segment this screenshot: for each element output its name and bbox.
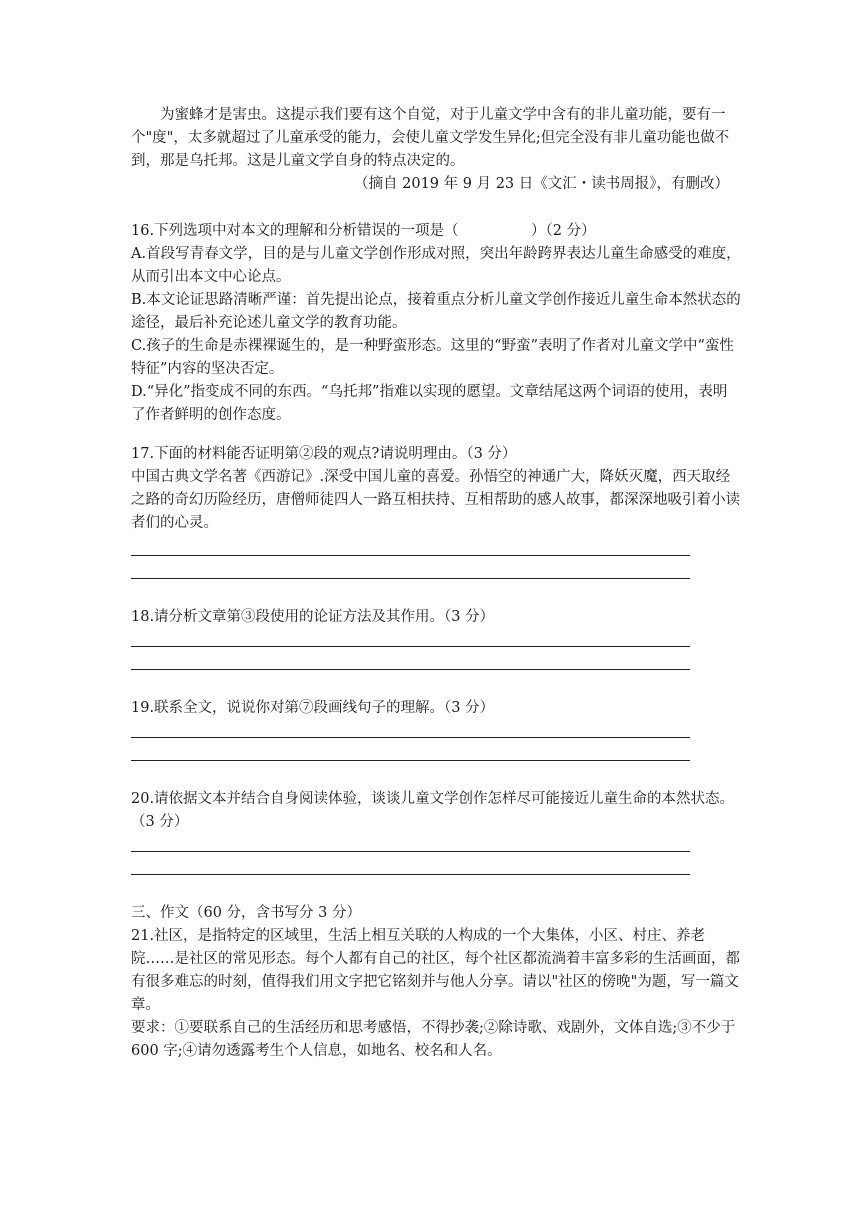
passage-last-paragraph: 为蜜蜂才是害虫。这提示我们要有这个自觉，对于儿童文学中含有的非儿童功能，要有一个"度"，太多就超过了儿童承受的能力，会使儿童文学发生异化;但完全没有非儿童功能也做不到，那是乌托邦。这是儿童文学自身的特点决定的。: [131, 107, 730, 169]
question-16-option-b: B.本文论证思路清晰严谨：首先提出论点，接着重点分析儿童文学创作接近儿童生命本然状态的途径，最后补充论述儿童文学的教育功能。: [131, 292, 741, 331]
question-17-stem: 17.下面的材料能否证明第②段的观点?请说明理由。（3 分）: [131, 446, 517, 462]
question-18: [131, 606, 741, 629]
question-16-stem: 16.下列选项中对本文的理解和分析错误的一项是（ ）（2 分）: [131, 223, 596, 239]
answer-line[interactable]: [131, 874, 690, 875]
question-16-option-d: D.“异化”指变成不同的东西。“乌托邦”指难以实现的愿望。文章结尾这两个词语的使用，表明了作者鲜明的创作态度。: [131, 384, 728, 423]
question-16-option-c: C.孩子的生命是赤裸裸诞生的，是一种野蛮形态。这里的“野蛮”表明了作者对儿童文学中“蛮性特征”内容的坚决否定。: [131, 338, 734, 377]
answer-line[interactable]: [131, 555, 690, 556]
answer-line[interactable]: [131, 646, 690, 647]
passage-source: （摘自 2019 年 9 月 23 日《文汇・读书周报》，有删改）: [354, 176, 729, 192]
question-21-prompt: 21.社区，是指特定的区域里，生活上相互关联的人构成的一个大集体，小区、村庄、养老院……是社区的常见形态。每个人都有自己的社区，每个社区都流淌着丰富多彩的生活画面，都有很多难忘的时刻，值得我们用文字把它铭刻并与他人分享。请以"社区的傍晚"为题，写一篇文章。: [131, 928, 740, 1013]
question-17-material: 中国古典文学名著《西游记》.深受中国儿童的喜爱。孙悟空的神通广大，降妖灭魔，西天取经之路的奇幻历险经历，唐僧师徒四人一路互相扶持、互相帮助的感人故事，都深深地吸引着小读者们的心灵。: [131, 469, 740, 531]
question-20: [131, 788, 741, 834]
answer-line[interactable]: [131, 737, 690, 738]
question-17: [131, 443, 741, 535]
passage-ending: [131, 104, 741, 173]
question-16-option-a: A.首段写青春文学，目的是与儿童文学创作形成对照，突出年龄跨界表达儿童生命感受的难度，从而引出本文中心论点。: [131, 246, 741, 285]
question-21-requirements: 要求：①要联系自己的生活经历和思考感悟，不得抄袭;②除诗歌、戏剧外，文体自选;③不少于 600 字;④请勿透露考生个人信息，如地名、校名和人名。: [131, 1020, 736, 1059]
answer-line[interactable]: [131, 851, 690, 852]
answer-line[interactable]: [131, 669, 690, 670]
question-18-stem: 18.请分析文章第③段使用的论证方法及其作用。（3 分）: [131, 609, 495, 625]
question-19: [131, 697, 741, 720]
section-composition: [131, 902, 741, 1063]
question-16: [131, 220, 741, 427]
answer-line[interactable]: [131, 578, 690, 579]
section-heading: 三、作文（60 分，含书写分 3 分）: [131, 905, 362, 921]
question-20-stem: 20.请依据文本并结合自身阅读体验，谈谈儿童文学创作怎样尽可能接近儿童生命的本然状态。（3 分）: [131, 791, 735, 830]
answer-line[interactable]: [131, 760, 690, 761]
question-19-stem: 19.联系全文，说说你对第⑦段画线句子的理解。（3 分）: [131, 700, 495, 716]
